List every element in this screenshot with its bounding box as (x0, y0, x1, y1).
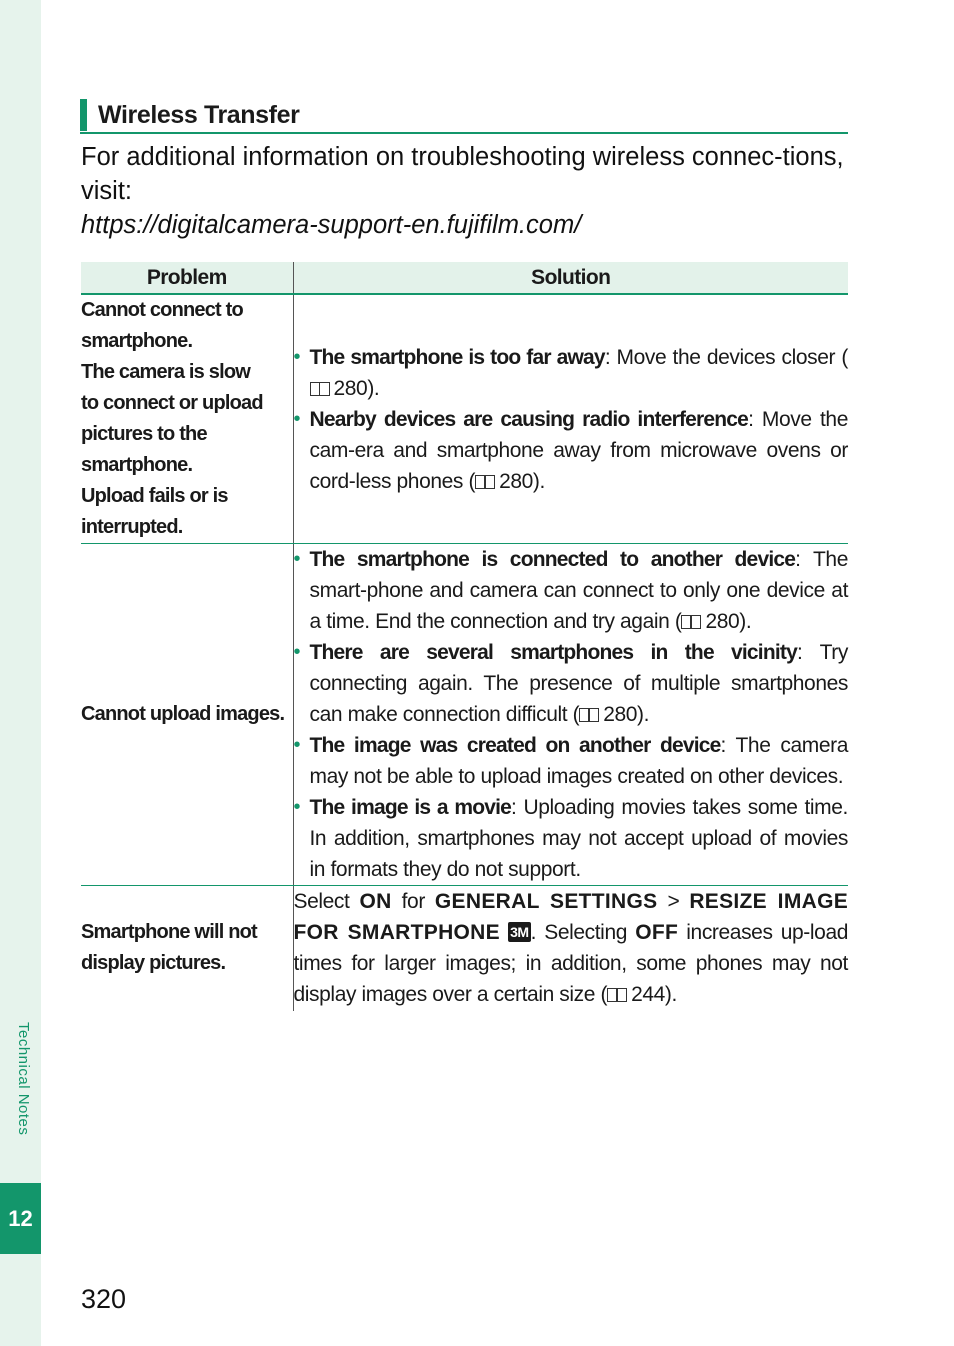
table-row (81, 544, 848, 886)
solution-bullet (294, 342, 849, 404)
menu-resize-image: RESIZE IMAGE FOR SMARTPHONE (293, 890, 849, 944)
intro-paragraph (81, 140, 851, 242)
problem-line: Upload fails or is (81, 485, 228, 507)
solution-cell (293, 294, 848, 544)
page-reference[interactable]: 280 (333, 376, 368, 400)
page-reference[interactable]: 280 (499, 469, 533, 493)
section-heading (80, 98, 848, 134)
solution-text: for (391, 890, 435, 913)
solution-text: Select (293, 890, 360, 913)
problem-line: pictures to the (81, 423, 207, 445)
problem-line: The camera is slow (81, 361, 251, 383)
solution-bullet (294, 404, 849, 497)
header-solution: Solution (293, 262, 848, 294)
book-icon (607, 988, 627, 1002)
table-header-row (81, 262, 848, 294)
chapter-tab: 12 (0, 1183, 41, 1254)
menu-option-on: ON (359, 890, 392, 913)
bullet-end: ). (739, 610, 752, 633)
chapter-side-label: Technical Notes (15, 1022, 32, 1136)
page-reference[interactable]: 244 (631, 983, 665, 1006)
solution-text: increases up-load times for larger images; in addition, some phones may not display images over a certain size ( (293, 921, 848, 1006)
table-row (81, 886, 848, 1011)
header-problem: Problem (81, 262, 293, 294)
page-reference[interactable]: 280 (603, 703, 638, 726)
problem-line: interrupted. (81, 516, 183, 538)
problem-cell (81, 886, 293, 1011)
solution-end: ). (664, 983, 677, 1006)
heading-accent-bar (80, 99, 87, 131)
bullet-end: ). (637, 703, 650, 726)
solution-bullet (294, 544, 849, 637)
intro-text: For additional information on troubleshooting wireless connec-tions, visit: (81, 143, 844, 205)
bullet-lead: There are several smartphones in the vicinity (309, 641, 797, 664)
bullet-text: : Try connecting again. The presence of multiple smartphones can make connection difficult ( (309, 641, 848, 726)
support-url[interactable]: https://digitalcamera-support-en.fujifilm.com/ (81, 211, 582, 239)
table-row (81, 294, 848, 544)
problem-line: display pictures. (81, 952, 226, 975)
bullet-lead: The image was created on another device (309, 734, 721, 757)
book-icon (310, 382, 330, 396)
bullet-lead: The image is a movie (309, 796, 512, 819)
solution-cell (293, 544, 848, 886)
menu-option-off: OFF (635, 921, 679, 944)
bullet-lead: The smartphone is connected to another device (309, 548, 796, 571)
bullet-text: : Uploading movies takes some time. In addition, smartphones may not accept upload of movies in formats they do not support. (309, 796, 848, 881)
problem-cell (81, 294, 293, 544)
solution-text: . Selecting (530, 921, 636, 944)
solution-cell (293, 886, 848, 1011)
problem-line: smartphone. (81, 454, 193, 476)
book-icon (579, 708, 599, 722)
problem-line: smartphone. (81, 330, 193, 352)
bullet-text: : Move the devices closer ( (604, 345, 849, 369)
page-number: 320 (81, 1284, 127, 1314)
page-reference[interactable]: 280 (705, 610, 740, 633)
menu-general-settings: GENERAL SETTINGS (434, 890, 658, 913)
troubleshooting-table (81, 262, 848, 1011)
problem-line: Cannot connect to (81, 299, 243, 321)
problem-cell: Cannot upload images. (81, 544, 293, 886)
book-icon (475, 475, 495, 489)
solution-bullet (294, 792, 849, 885)
bullet-text: : Move the cam-era and smartphone away from microwave ovens or cord-less phones ( (309, 407, 848, 493)
bullet-end: ). (367, 376, 380, 400)
solution-bullet (294, 637, 849, 730)
menu-separator: > (657, 890, 690, 913)
problem-line: to connect or upload (81, 392, 263, 414)
size-3m-icon: 3M (510, 924, 529, 940)
solution-bullet (294, 730, 849, 792)
section-title: Wireless Transfer (98, 100, 300, 129)
book-icon (681, 615, 701, 629)
bullet-end: ). (532, 469, 545, 493)
bullet-text: : The camera may not be able to upload images created on other devices. (309, 734, 848, 788)
bullet-lead: Nearby devices are causing radio interference (309, 407, 749, 431)
problem-line: Smartphone will not (81, 921, 257, 944)
bullet-lead: The smartphone is too far away (309, 345, 605, 369)
bullet-text: : The smart-phone and camera can connect to only one device at a time. End the connection and try again ( (309, 548, 848, 633)
